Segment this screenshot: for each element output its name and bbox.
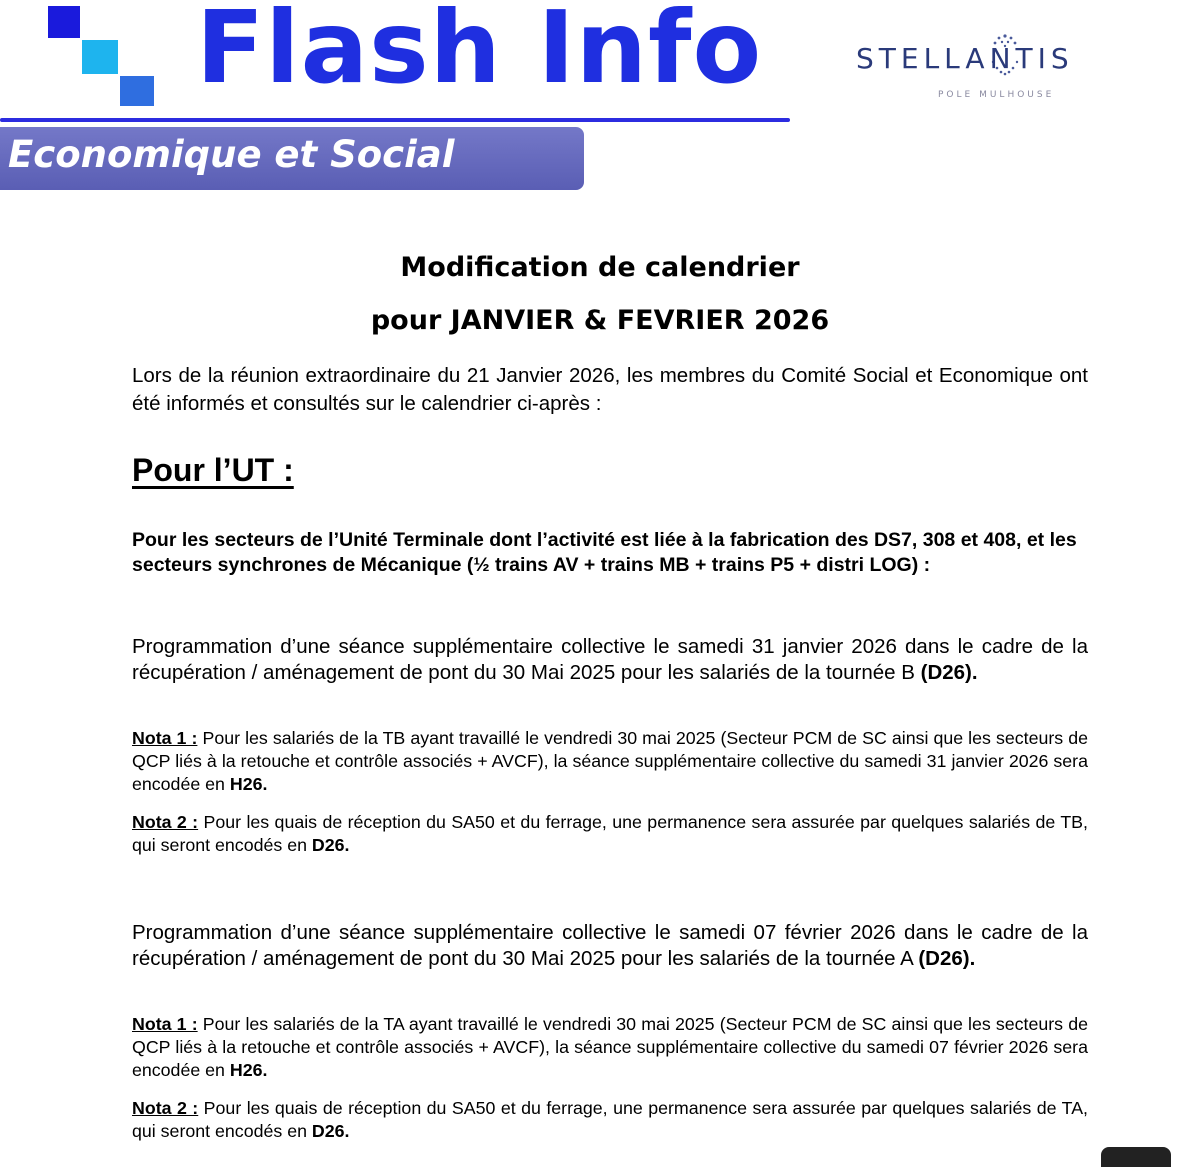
- header: [0, 0, 1200, 200]
- banner-text: Economique et Social: [8, 133, 455, 176]
- logo-square-dark: [48, 6, 80, 38]
- logo-wordmark: STELLANTIS: [856, 42, 1074, 75]
- programming-paragraph-2: [132, 920, 1088, 972]
- programming-code: (D26).: [918, 947, 976, 970]
- nota-code: D26.: [311, 1121, 350, 1141]
- nota-label: Nota 2 :: [132, 812, 199, 832]
- logo-square-blue: [120, 76, 154, 106]
- programming-paragraph-1: [132, 634, 1088, 686]
- stellantis-logo: [850, 32, 1150, 112]
- nota-label: Nota 1 :: [132, 728, 198, 748]
- flash-info-title: Flash Info: [196, 0, 763, 106]
- document-title-line1: Modification de calendrier: [400, 252, 800, 283]
- economic-social-banner: [0, 127, 584, 190]
- nota-2-block-2: [132, 1097, 1088, 1143]
- intro-paragraph: Lors de la réunion extraordinaire du 21 Janvier 2026, les membres du Comité Social et Economique ont été informés et consultés sur le calendrier ci-après :: [132, 364, 1088, 415]
- nota-label: Nota 2 :: [132, 1098, 199, 1118]
- title-underline: [0, 118, 790, 122]
- nota-1-block-1: [132, 727, 1088, 796]
- nota-2-block-1: [132, 811, 1088, 857]
- programming-text: Programmation d’une séance supplémentaire collective le samedi 31 janvier 2026 dans le cadre de la récupération / aménagement de pont du 30 Mai 2025 pour les salariés de la tournée B: [132, 635, 1088, 684]
- section-title: Pour l’UT :: [132, 452, 294, 488]
- nota-text: Pour les salariés de la TB ayant travaillé le vendredi 30 mai 2025 (Secteur PCM de SC ainsi que les secteurs de QCP liés à la retouche et contrôle associés + AVCF), la séance supplémentaire collective du samedi 31 janvier 2026 sera encodée en: [132, 728, 1088, 794]
- page-corner-tab: [1101, 1147, 1171, 1167]
- nota-text: Pour les quais de réception du SA50 et du ferrage, une permanence sera assurée par quelques salariés de TB, qui seront encodés en: [132, 812, 1088, 855]
- nota-text: Pour les quais de réception du SA50 et du ferrage, une permanence sera assurée par quelques salariés de TA, qui seront encodés en: [132, 1098, 1088, 1141]
- logo-square-cyan: [82, 40, 118, 74]
- programming-text: Programmation d’une séance supplémentaire collective le samedi 07 février 2026 dans le cadre de la récupération / aménagement de pont du 30 Mai 2025 pour les salariés de la tournée A: [132, 921, 1088, 970]
- nota-code: D26.: [311, 835, 350, 855]
- nota-1-block-2: [132, 1013, 1088, 1082]
- programming-code: (D26).: [920, 661, 978, 684]
- nota-label: Nota 1 :: [132, 1014, 198, 1034]
- nota-code: H26.: [229, 774, 268, 794]
- sector-paragraph: Pour les secteurs de l’Unité Terminale dont l’activité est liée à la fabrication des DS7, 308 et 408, et les secteurs synchrones de Mécanique (½ trains AV + trains MB + trains P5 + distri LOG) :: [132, 529, 1077, 576]
- nota-text: Pour les salariés de la TA ayant travaillé le vendredi 30 mai 2025 (Secteur PCM de SC ainsi que les secteurs de QCP liés à la retouche et contrôle associés + AVCF), la séance supplémentaire collective du samedi 07 février 2026 sera encodée en: [132, 1014, 1088, 1080]
- nota-code: H26.: [229, 1060, 268, 1080]
- document-title-line2: pour JANVIER & FEVRIER 2026: [370, 305, 830, 336]
- logo-subtitle: POLE MULHOUSE: [938, 90, 1055, 100]
